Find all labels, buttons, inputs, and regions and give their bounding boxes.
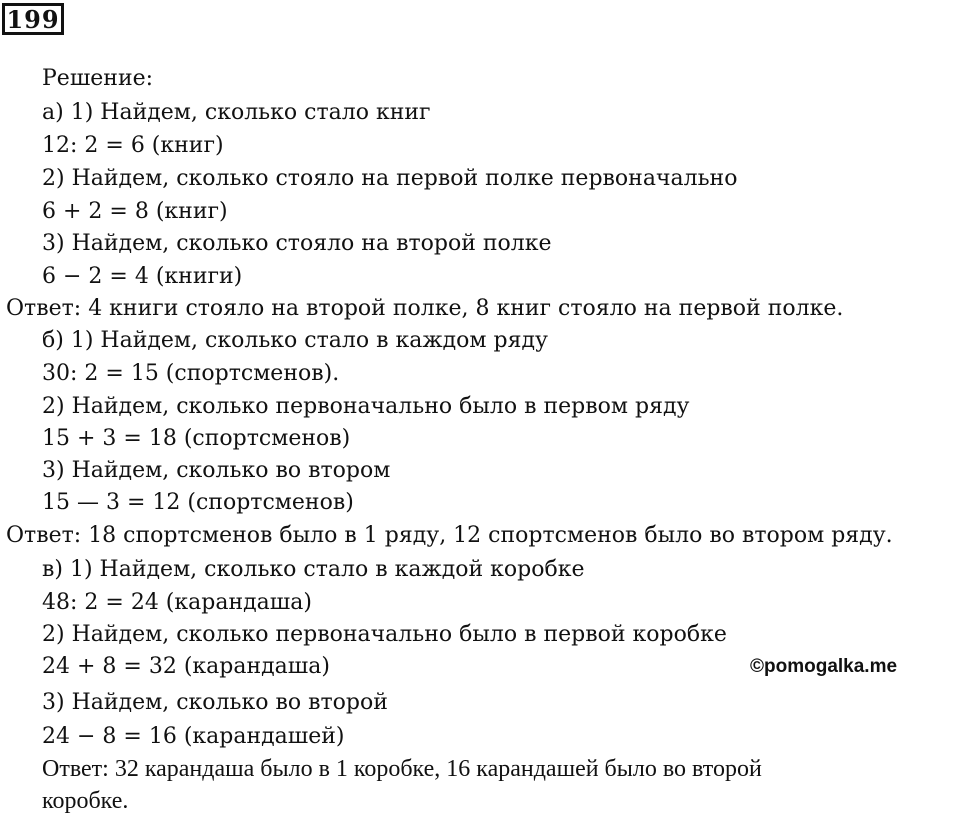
solution-heading: Решение: (42, 66, 154, 91)
answer-line: Ответ: 4 книги стояло на второй полке, 8 книг стояло на первой полке. (6, 296, 844, 321)
solution-line: 2) Найдем, сколько стояло на первой полке первоначально (42, 166, 738, 191)
solution-line: 24 − 8 = 16 (карандашей) (42, 724, 345, 749)
solution-line: 24 + 8 = 32 (карандаша) (42, 654, 330, 679)
solution-line: 12: 2 = 6 (книг) (42, 133, 224, 158)
watermark: ©pomogalka.me (750, 656, 898, 677)
solution-line: 2) Найдем, сколько первоначально было в первой коробке (42, 622, 727, 647)
solution-line: 48: 2 = 24 (карандаша) (42, 590, 312, 615)
solution-line: 3) Найдем, сколько стояло на второй полке (42, 231, 552, 256)
answer-line: коробке. (42, 788, 129, 814)
solution-line: в) 1) Найдем, сколько стало в каждой коробке (42, 557, 585, 582)
solution-line: 15 — 3 = 12 (спортсменов) (42, 490, 354, 515)
solution-line: 3) Найдем, сколько во второй (42, 690, 388, 715)
solution-line: 30: 2 = 15 (спортсменов). (42, 361, 340, 386)
solution-line: 2) Найдем, сколько первоначально было в первом ряду (42, 394, 690, 419)
solution-line: а) 1) Найдем, сколько стало книг (42, 100, 431, 125)
solution-line: 3) Найдем, сколько во втором (42, 458, 391, 483)
task-number: 199 (2, 3, 64, 35)
answer-line: Ответ: 32 карандаша было в 1 коробке, 16 карандашей было во второй (42, 756, 762, 782)
answer-line: Ответ: 18 спортсменов было в 1 ряду, 12 спортсменов было во втором ряду. (6, 523, 893, 548)
solution-line: 6 + 2 = 8 (книг) (42, 199, 228, 224)
solution-line: б) 1) Найдем, сколько стало в каждом ряду (42, 328, 548, 353)
solution-line: 15 + 3 = 18 (спортсменов) (42, 426, 351, 451)
solution-line: 6 − 2 = 4 (книги) (42, 264, 243, 289)
